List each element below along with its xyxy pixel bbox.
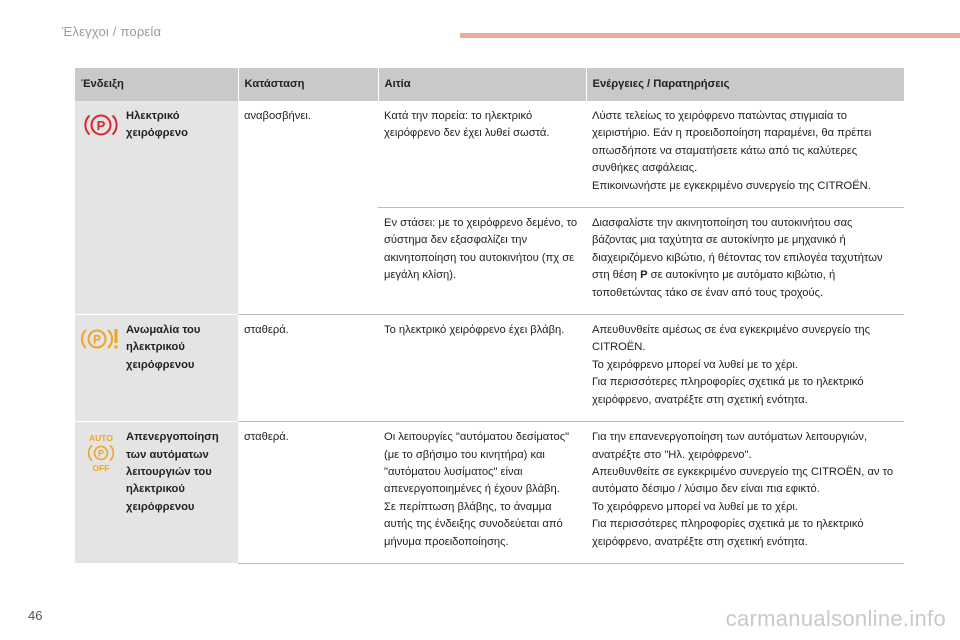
action-line: Επικοινωνήστε με εγκεκριμένο συνεργείο της CITROËN. — [592, 179, 871, 192]
icon-text-auto: AUTO — [89, 433, 113, 444]
page-number: 46 — [28, 608, 43, 623]
table-row — [75, 315, 904, 422]
column-header-cause: Αιτία — [378, 68, 586, 101]
action-line: Για περισσότερες πληροφορίες σχετικά με το ηλεκτρικό χειρόφρενο, ανατρέξτε στη σχετική ενότητα. — [592, 518, 864, 548]
cause-cell: Εν στάσει: με το χειρόφρενο δεμένο, το σύστημα δεν εξασφαλίζει την ακινητοποίηση του αυτοκινήτου (πχ σε μεγάλη κλίση). — [378, 208, 586, 315]
action-cell — [586, 422, 904, 564]
table-row — [75, 422, 904, 564]
indicator-label: Απενεργοποίηση των αυτόματων λειτουργιών του ηλεκτρικού χειρόφρενου — [126, 431, 219, 513]
svg-text:P: P — [97, 448, 105, 459]
action-line: Για περισσότερες πληροφορίες σχετικά με το ηλεκτρικό χειρόφρενο, ανατρέξτε στη σχετική ενότητα. — [592, 376, 864, 406]
action-cell — [586, 101, 904, 208]
cause-line: Σε περίπτωση βλάβης, το άναμμα αυτής της ένδειξης συνοδεύεται από μήνυμα προειδοποίησης. — [384, 500, 563, 548]
action-text: Διασφαλίστε την ακινητοποίηση του αυτοκινήτου σας βάζοντας μια ταχύτητα σε αυτοκίνητο με μηχανικό ή διαχειριζόμενο κιβώτιο, ή θέτοντας τον επιλογέα ταχυτήτων στη θέση — [592, 217, 883, 282]
action-line: Το χειρόφρενο μπορεί να λυθεί με το χέρι. — [592, 500, 798, 513]
parking-brake-fault-icon — [81, 326, 121, 352]
cause-cell — [378, 422, 586, 564]
column-header-actions: Ενέργειες / Παρατηρήσεις — [586, 68, 904, 101]
table-row — [75, 101, 904, 208]
column-header-indicator: Ένδειξη — [75, 68, 238, 101]
indicator-label: Ανωμαλία του ηλεκτρικού χειρόφρενου — [126, 324, 201, 371]
cause-cell: Το ηλεκτρικό χειρόφρενο έχει βλάβη. — [378, 315, 586, 422]
parking-brake-red-icon — [81, 112, 121, 138]
action-line: Για την επανενεργοποίηση των αυτόματων λειτουργιών, ανατρέξτε στο "Ηλ. χειρόφρενο". — [592, 431, 868, 461]
action-line: Απευθυνθείτε σε εγκεκριμένο συνεργείο της CITROËN, αν το αυτόματο δέσιμο / λύσιμο δεν είναι πια εφικτό. — [592, 465, 894, 496]
action-line: Λύστε τελείως το χειρόφρενο πατώντας στιγμιαία το χειριστήριο. Εάν η προειδοποίηση παραμένει, θα πρέπει οπωσδήποτε να σταματήσετε κάτω από τις καλύτερες συνθήκες ασφάλειας. — [592, 110, 872, 175]
action-cell — [586, 208, 904, 315]
watermark: carmanualsonline.info — [725, 606, 946, 631]
cause-cell: Κατά την πορεία: το ηλεκτρικό χειρόφρενο δεν έχει λυθεί σωστά. — [378, 101, 586, 208]
gear-position-p: P — [640, 269, 648, 282]
section-title: Έλεγχοι / πορεία — [62, 24, 162, 39]
auto-parking-brake-off-icon — [81, 433, 121, 473]
indicator-cell — [75, 422, 238, 564]
svg-text:P: P — [92, 332, 102, 347]
indicator-label: Ηλεκτρικό χειρόφρενο — [126, 110, 188, 140]
status-cell: σταθερά. — [238, 315, 378, 422]
table-header-row — [75, 68, 904, 101]
cause-line: Οι λειτουργίες "αυτόματου δεσίματος" (με το σβήσιμο του κινητήρα) και "αυτόματου λυσίματος" είναι απενεργοποιημένες ή έχουν βλάβη. — [384, 431, 570, 496]
action-cell — [586, 315, 904, 422]
accent-bar — [460, 33, 960, 38]
status-cell: σταθερά. — [238, 422, 378, 564]
svg-text:P: P — [96, 118, 106, 133]
warning-lights-table — [75, 68, 905, 564]
indicator-cell — [75, 101, 238, 315]
action-line: Το χειρόφρενο μπορεί να λυθεί με το χέρι. — [592, 358, 798, 371]
status-cell: αναβοσβήνει. — [238, 101, 378, 315]
action-line: Απευθυνθείτε αμέσως σε ένα εγκεκριμένο συνεργείο της CITROËN. — [592, 324, 870, 354]
icon-text-off: OFF — [92, 463, 110, 474]
indicator-cell — [75, 315, 238, 422]
column-header-status: Κατάσταση — [238, 68, 378, 101]
action-text: σε αυτοκίνητο με αυτόματο κιβώτιο, ή τοποθετώντας τάκο σε έναν από τους τροχούς. — [592, 269, 836, 299]
